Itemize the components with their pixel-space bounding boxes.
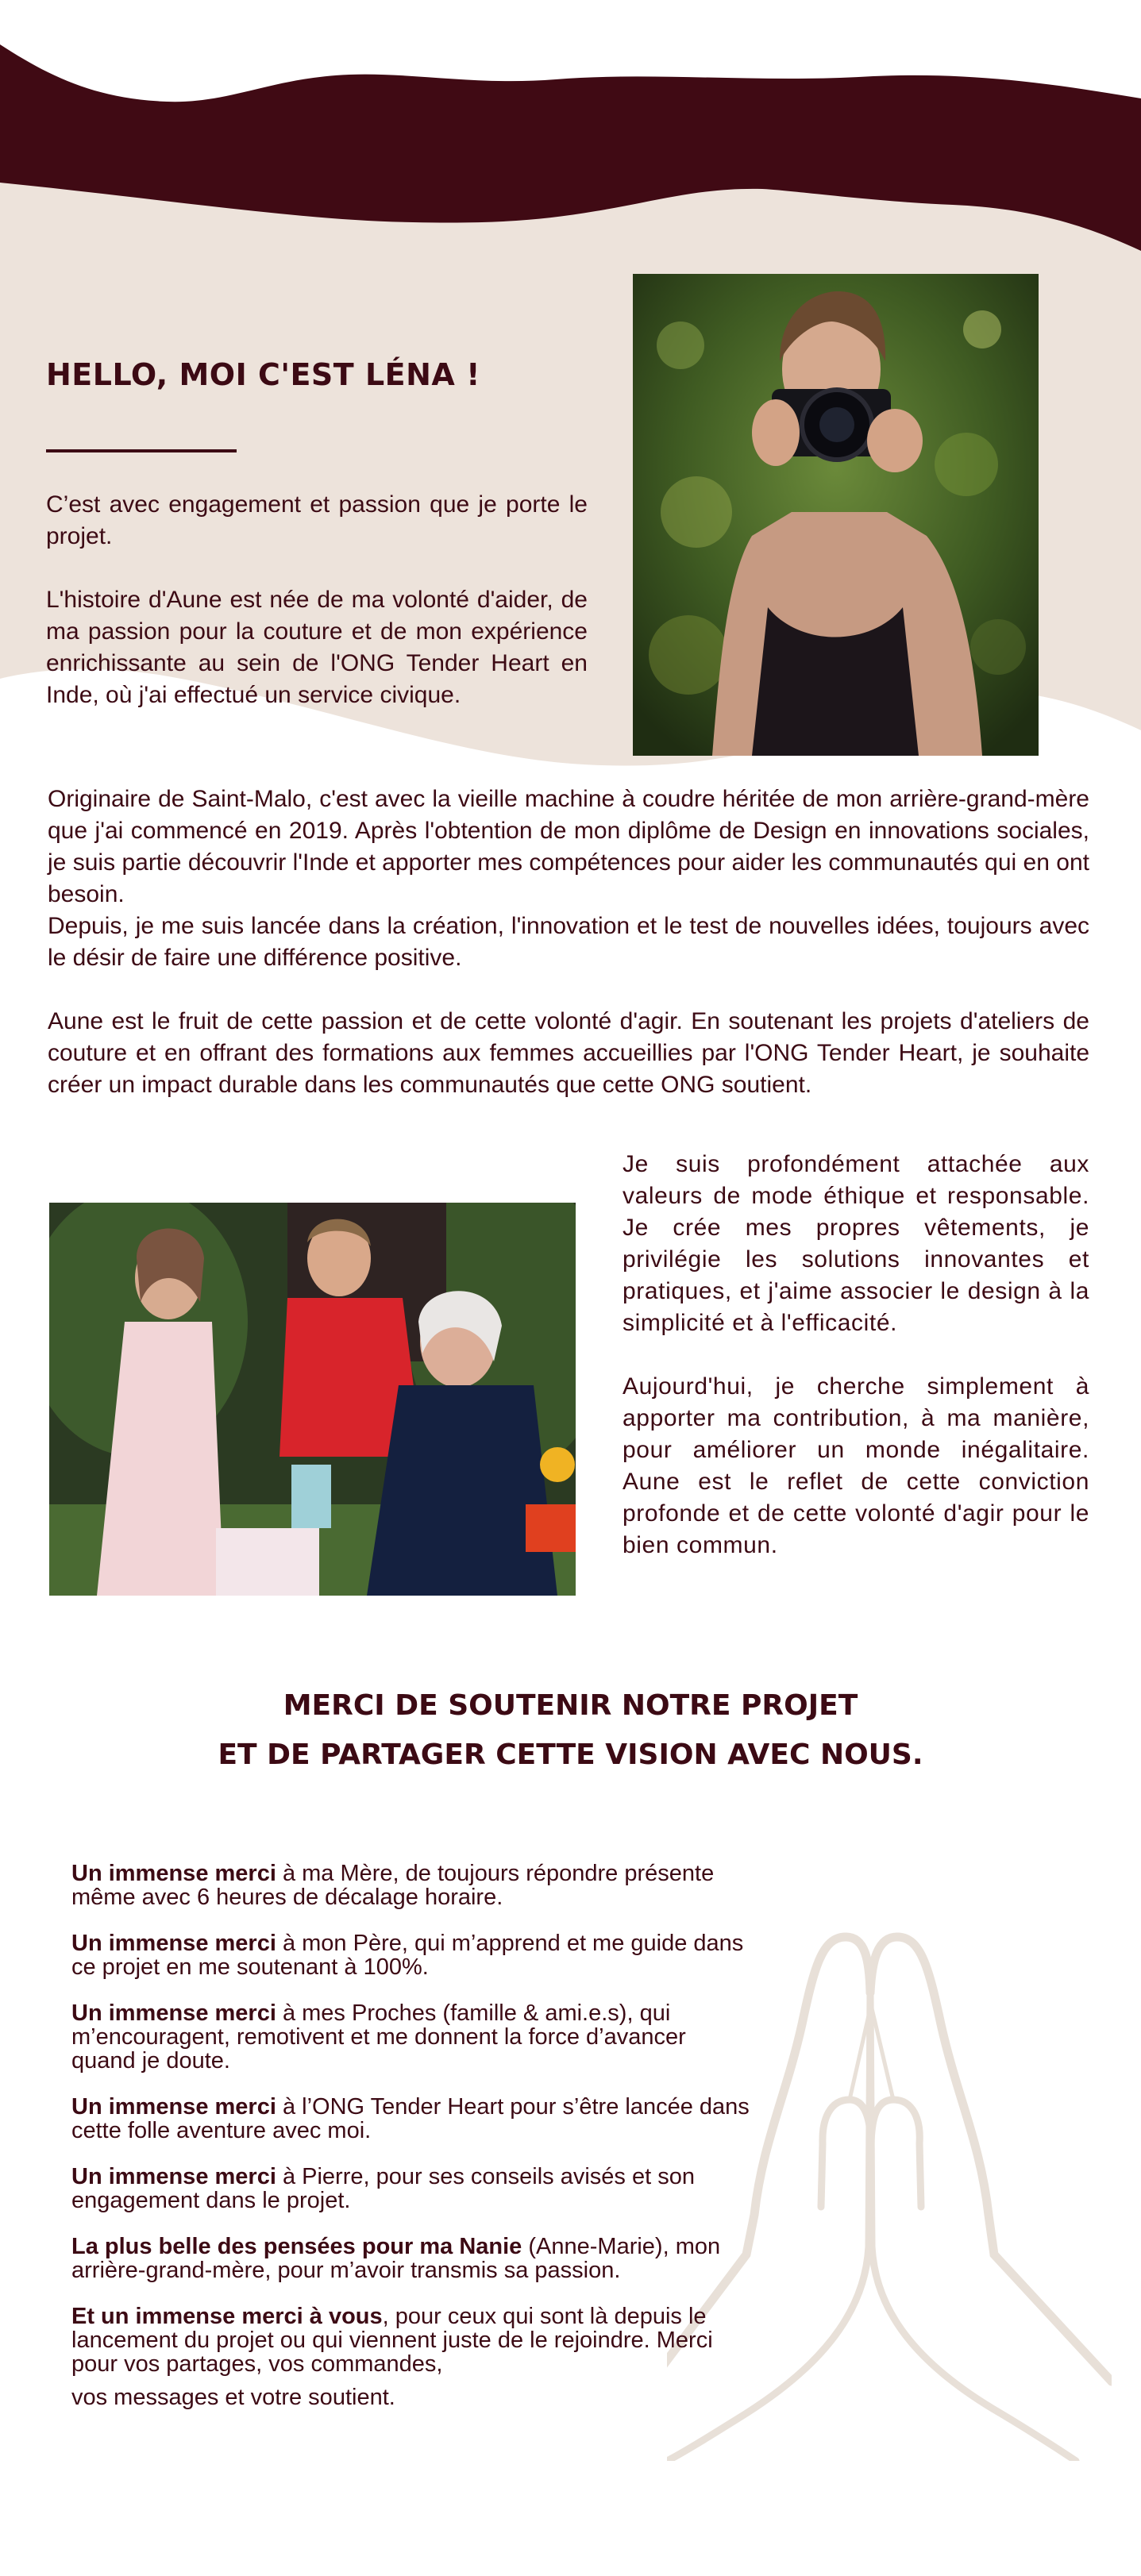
thanks-item-text: , pour ceux qui sont là depuis le lancement du projet ou qui viennent juste de le rejoindre. Merci pour vos partages, vos commandes, [71,2304,713,2377]
portrait-photo-illustration [633,274,1039,756]
thanks-item-lead: Un immense merci [71,1931,276,1956]
title-underline [46,449,237,452]
intro-paragraph: L'histoire d'Aune est née de ma volonté d'aider, de ma passion pour la couture et de mon expérience enrichissante au sein de l'ONG Tender Heart en Inde, où j'ai effectué un service civique. [46,587,588,708]
thanks-item [71,2235,754,2282]
values-text [623,1149,1089,1561]
merci-heading [0,1681,1141,1780]
thanks-item [71,1931,754,1979]
thanks-item [71,1862,754,1909]
thanks-item [71,2165,754,2212]
thanks-item-text: à mes Proches (famille & ami.e.s), qui m’encouragent, remotivent et me donnent la force d’avancer quand je doute. [71,2000,686,2074]
intro-paragraph: C’est avec engagement et passion que je porte le projet. [46,491,588,549]
thanks-item-lead: Et un immense merci à vous [71,2304,383,2329]
thanks-item-text: à ma Mère, de toujours répondre présente même avec 6 heures de décalage horaire. [71,1861,715,1910]
values-paragraph: Aujourd'hui, je cherche simplement à apporter ma contribution, à ma manière, pour améliorer un monde inégalitaire. Aune est le reflet de cette conviction profonde et de cette volonté d'agir pour le bien commun. [623,1373,1089,1558]
story-paragraph: Aune est le fruit de cette passion et de cette volonté d'agir. En soutenant les projets d'ateliers de couture et en offrant des formations aux femmes accueillies par l'ONG Tender Heart, je souhaite créer un impact durable dans les communautés que cette ONG soutient. [48,1008,1089,1098]
thanks-item-closing: vos messages et votre soutient. [71,2385,395,2410]
thanks-item-lead: Un immense merci [71,2164,276,2189]
thanks-item-text: à Pierre, pour ses conseils avisés et son engagement dans le projet. [71,2164,695,2213]
merci-heading-line-1: MERCI DE SOUTENIR NOTRE PROJET [283,1689,858,1722]
thanks-item-lead: Un immense merci [71,1861,276,1886]
thanks-list [71,1862,754,2432]
intro-text [46,489,588,711]
merci-heading-line-2: ET DE PARTAGER CETTE VISION AVEC NOUS. [218,1739,923,1771]
story-paragraph: Originaire de Saint-Malo, c'est avec la vieille machine à coudre héritée de mon arrière-grand-mère que j'ai commencé en 2019. Après l'obtention de mon diplôme de Design en innovations sociales, je suis partie découvrir l'Inde et apporter mes compétences pour aider les communautés qui en ont besoin. [48,786,1089,907]
thanks-item-lead: Un immense merci [71,2094,276,2120]
thanks-item [71,2095,754,2143]
thanks-item [71,2305,754,2409]
thanks-item-text: à mon Père, qui m’apprend et me guide dans ce projet en me soutenant à 100%. [71,1931,744,1980]
family-photo [49,1203,576,1596]
story-paragraph: Depuis, je me suis lancée dans la création, l'innovation et le test de nouvelles idées, toujours avec le désir de faire une différence positive. [48,913,1089,971]
portrait-photo [633,274,1039,756]
thanks-item-lead: Un immense merci [71,2000,276,2026]
family-photo-illustration [49,1203,576,1596]
values-paragraph: Je suis profondément attachée aux valeurs de mode éthique et responsable. Je crée mes propres vêtements, je privilégie les solutions innovantes et pratiques, et j'aime associer le design à la simplicité et à l'efficacité. [623,1151,1089,1336]
thanks-item-lead: La plus belle des pensées pour ma Nanie [71,2234,522,2259]
hero-title: HELLO, MOI C'EST LÉNA ! [46,357,480,392]
story-text [48,784,1089,1101]
thanks-item-text: (Anne-Marie), mon arrière-grand-mère, pour m’avoir transmis sa passion. [71,2234,721,2283]
thanks-item [71,2001,754,2073]
thanks-item-text: à l’ONG Tender Heart pour s’être lancée dans cette folle aventure avec moi. [71,2094,750,2143]
